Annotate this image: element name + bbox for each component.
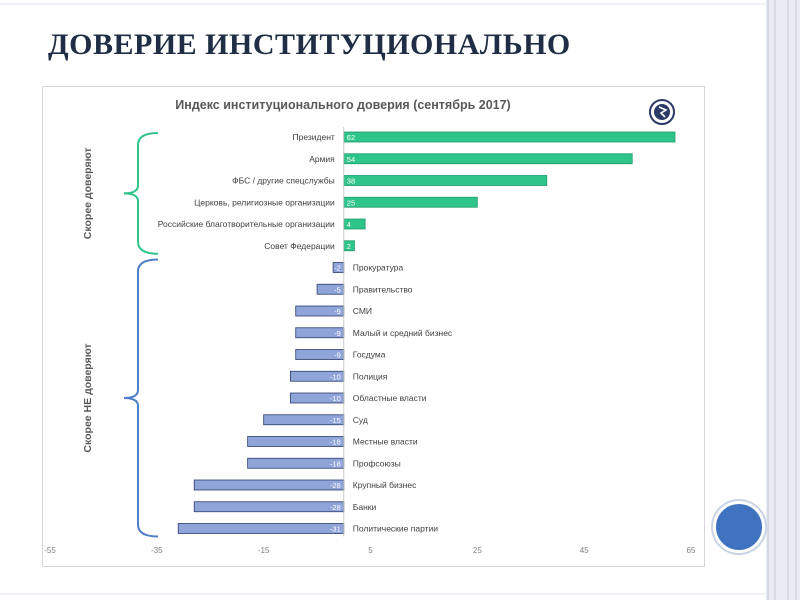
- bar-value-label: -15: [329, 415, 341, 425]
- bar-value-label: -18: [329, 459, 341, 469]
- x-axis: [44, 546, 696, 555]
- bar-value-label: 4: [346, 220, 351, 229]
- chart-container: [42, 86, 705, 567]
- category-label: Местные власти: [352, 436, 418, 447]
- decorative-circle: [713, 501, 765, 553]
- bar-value-label: 2: [346, 241, 351, 251]
- category-label: Церковь, религиозные организации: [194, 197, 335, 208]
- category-label: Госдума: [352, 349, 386, 360]
- bar-value-label: -31: [329, 524, 341, 534]
- x-tick-label: 5: [368, 546, 373, 555]
- bar: [344, 154, 632, 164]
- category-label: СМИ: [352, 306, 373, 316]
- category-label: ФБС / другие спецслужбы: [232, 175, 335, 186]
- group-label-trust: Скорее доверяют: [82, 147, 94, 240]
- x-tick-label: -15: [257, 546, 270, 555]
- logo-icon: [650, 100, 674, 124]
- bars-layer: [158, 127, 675, 537]
- category-label: Суд: [352, 414, 368, 425]
- bar-value-label: -2: [334, 263, 341, 273]
- x-tick-label: 65: [686, 546, 696, 555]
- bar-value-label: -5: [334, 285, 341, 295]
- bar: [344, 176, 547, 186]
- bar-value-label: -9: [334, 350, 341, 360]
- bar: [344, 197, 478, 207]
- right-border-band: [766, 0, 800, 600]
- group-label-distrust: Скорее НЕ доверяют: [82, 343, 94, 453]
- bar: [178, 524, 344, 534]
- category-label: Политические партии: [352, 523, 439, 534]
- bar-value-label: 25: [346, 198, 356, 208]
- x-tick-label: 25: [472, 546, 482, 555]
- bar-value-label: 38: [346, 176, 356, 186]
- bar: [194, 502, 344, 512]
- category-label: Российские благотворительные организации: [157, 219, 335, 229]
- bar-value-label: 54: [346, 154, 356, 164]
- bar-value-label: -28: [329, 481, 341, 490]
- bar-value-label: -18: [329, 437, 341, 447]
- bar-value-label: -9: [334, 307, 341, 316]
- bar-value-label: -28: [329, 502, 341, 512]
- category-label: Правительство: [352, 284, 413, 295]
- x-tick-label: -35: [151, 546, 163, 555]
- category-label: Малый и средний бизнес: [352, 327, 453, 338]
- chart-title: Индекс институционального доверия (сентябрь 2017): [175, 98, 511, 112]
- bar: [194, 480, 344, 490]
- group-brackets: [82, 133, 158, 537]
- bracket-trust: [124, 133, 158, 254]
- category-label: Армия: [309, 153, 335, 164]
- bar: [344, 132, 675, 142]
- category-label: Совет Федерации: [264, 240, 335, 251]
- category-label: Крупный бизнес: [352, 480, 417, 490]
- x-tick-label: -55: [44, 546, 56, 555]
- x-tick-label: 45: [579, 546, 589, 555]
- bar-value-label: -10: [329, 394, 341, 403]
- category-label: Прокуратура: [352, 262, 404, 273]
- bar-value-label: -9: [334, 328, 341, 338]
- category-label: Банки: [352, 501, 377, 512]
- slide-title: ДОВЕРИЕ ИНСТИТУЦИОНАЛЬНО: [48, 28, 571, 61]
- bar-value-label: -10: [329, 372, 341, 382]
- category-label: Полиция: [352, 371, 388, 382]
- bracket-distrust: [124, 260, 158, 537]
- bar-value-label: 62: [346, 133, 356, 142]
- category-label: Областные власти: [352, 393, 427, 403]
- category-label: Президент: [292, 132, 335, 142]
- category-label: Профсоюзы: [352, 458, 401, 469]
- bar-chart: [43, 87, 704, 566]
